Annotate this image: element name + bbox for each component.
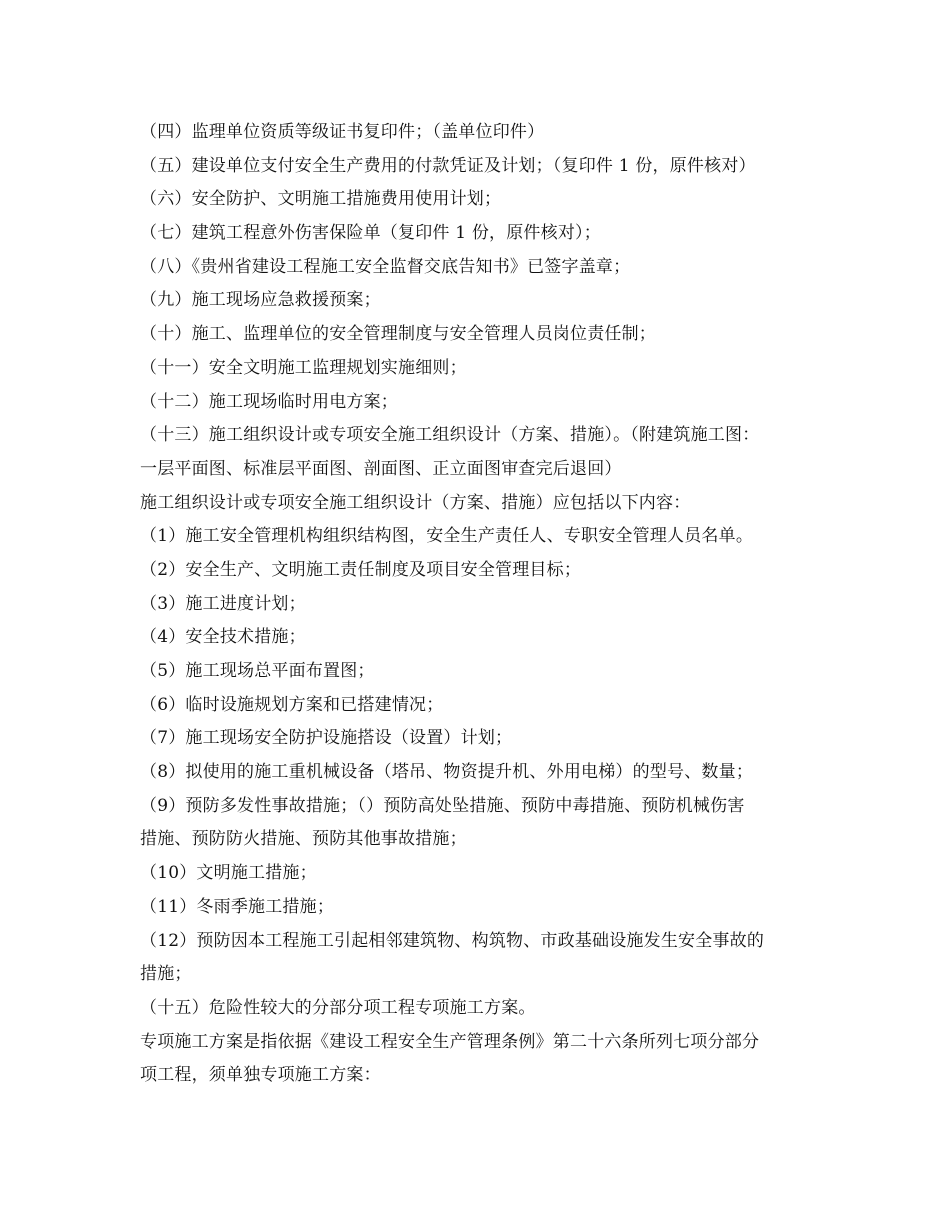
- text-line: （11）冬雨季施工措施；: [140, 896, 335, 917]
- text-line: 措施、预防防火措施、预防其他事故措施；: [140, 829, 467, 850]
- document-body: [140, 116, 830, 1093]
- text-line: （3）施工进度计划；: [140, 593, 306, 614]
- text-line: （十三）施工组织设计或专项安全施工组织设计（方案、措施）。（附建筑施工图：: [140, 425, 760, 446]
- text-line: （9）预防多发性事故措施；（）预防高处坠措施、预防中毒措施、预防机械伤害: [140, 795, 745, 816]
- text-line: （12）预防因本工程施工引起相邻建筑物、构筑物、市政基础设施发生安全事故的: [140, 930, 765, 951]
- text-line: （十五）危险性较大的分部分项工程专项施工方案。: [140, 997, 536, 1018]
- text-line: （8）拟使用的施工重机械设备（塔吊、物资提升机、外用电梯）的型号、数量；: [140, 762, 754, 783]
- text-line: （十）施工、监理单位的安全管理制度与安全管理人员岗位责任制；: [140, 324, 656, 345]
- text-line: （五）建设单位支付安全生产费用的付款凭证及计划；（复印件 1 份，原件核对）: [140, 155, 756, 176]
- text-line: （7）施工现场安全防护设施搭设（设置）计划；: [140, 728, 513, 749]
- text-line: （2）安全生产、文明施工责任制度及项目安全管理目标；: [140, 559, 582, 580]
- text-line: （九）施工现场应急救援预案；: [140, 290, 381, 311]
- text-line: 措施；: [140, 964, 192, 985]
- text-line: 专项施工方案是指依据《建设工程安全生产管理条例》第二十六条所列七项分部分: [140, 1031, 760, 1052]
- text-line: （八）《贵州省建设工程施工安全监督交底告知书》已签字盖章；: [140, 256, 631, 277]
- text-line: （十二）施工现场临时用电方案；: [140, 391, 398, 412]
- text-line: （5）施工现场总平面布置图；: [140, 661, 375, 681]
- text-line: （六）安全防护、文明施工措施费用使用计划；: [140, 189, 502, 210]
- text-line: （七）建筑工程意外伤害保险单（复印件 1 份，原件核对）；: [140, 223, 601, 244]
- text-line: （十一）安全文明施工监理规划实施细则；: [140, 357, 467, 378]
- text-line: 项工程，须单独专项施工方案：: [140, 1065, 381, 1086]
- text-line: 一层平面图、标准层平面图、剖面图、正立面图审查完后退回）: [140, 458, 622, 479]
- text-line: （4）安全技术措施；: [140, 627, 306, 648]
- text-line: （10）文明施工措施；: [140, 863, 317, 884]
- text-line: （6）临时设施规划方案和已搭建情况；: [140, 694, 444, 715]
- text-line: （1）施工安全管理机构组织结构图，安全生产责任人、专职安全管理人员名单。: [140, 526, 754, 547]
- text-line: 施工组织设计或专项安全施工组织设计（方案、措施）应包括以下内容：: [140, 492, 691, 513]
- text-line: （四）监理单位资质等级证书复印件；（盖单位印件）: [140, 122, 545, 142]
